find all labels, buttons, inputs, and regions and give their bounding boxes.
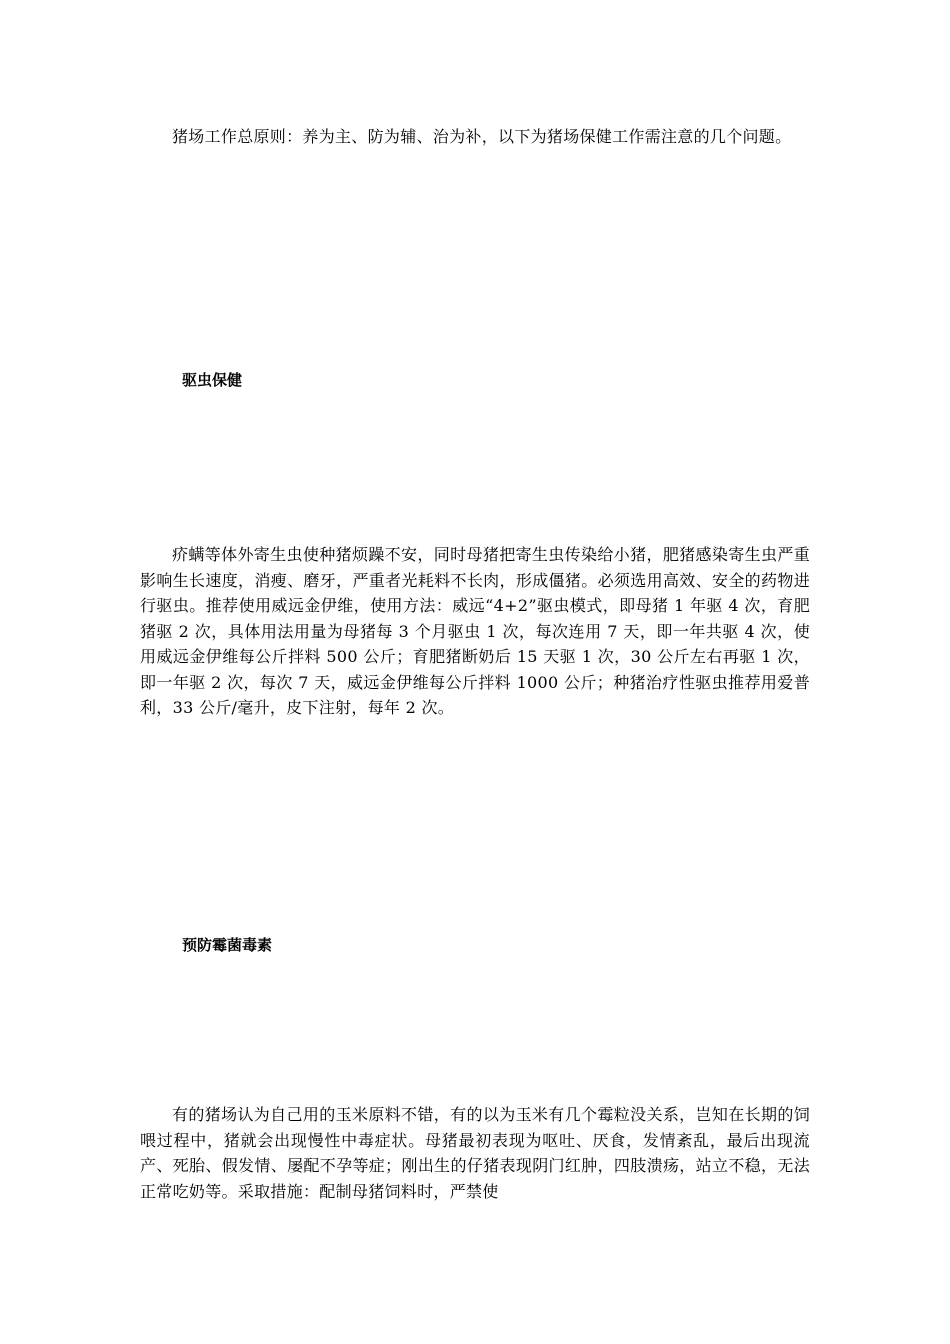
intro-paragraph: 猪场工作总原则：养为主、防为辅、治为补，以下为猪场保健工作需注意的几个问题。 — [172, 127, 792, 146]
section-heading-mycotoxin: 预防霉菌毒素 — [182, 936, 273, 954]
section-body-mycotoxin: 有的猪场认为自己用的玉米原料不错，有的以为玉米有几个霉粒没关系，岂知在长期的饲喂过程中，猪就会出现慢性中毒症状。母猪最初表现为呕吐、厌食，发情紊乱，最后出现流产、死胎、假发情、屡配不孕等症；刚出生的仔猪表现阴门红肿，四肢溃疡，站立不稳，无法正常吃奶等。采取措施：配制母猪饲料时，严禁使 — [140, 1105, 810, 1201]
section-heading-deworming: 驱虫保健 — [182, 371, 243, 389]
section-body-deworming: 疥螨等体外寄生虫使种猪烦躁不安，同时母猪把寄生虫传染给小猪，肥猪感染寄生虫严重影响生长速度，消瘦、磨牙，严重者光耗料不长肉，形成僵猪。必须选用高效、安全的药物进行驱虫。推荐使用威远金伊维，使用方法：威远“4+2”驱虫模式，即母猪 1 年驱 4 次，育肥猪驱 2 次，具体用法用量为母猪每 3 个月驱虫 1 次，每次连用 7 天，即一年共驱 4 次，使用威远金伊维每公斤拌料 500 公斤；育肥猪断奶后 15 天驱 1 次，30 公斤左右再驱 1 次，即一年驱 2 次，每次 7 天，威远金伊维每公斤拌料 1000 公斤；种猪治疗性驱虫推荐用爱普利，33 公斤/毫升，皮下注射，每年 2 次。 — [140, 545, 810, 717]
